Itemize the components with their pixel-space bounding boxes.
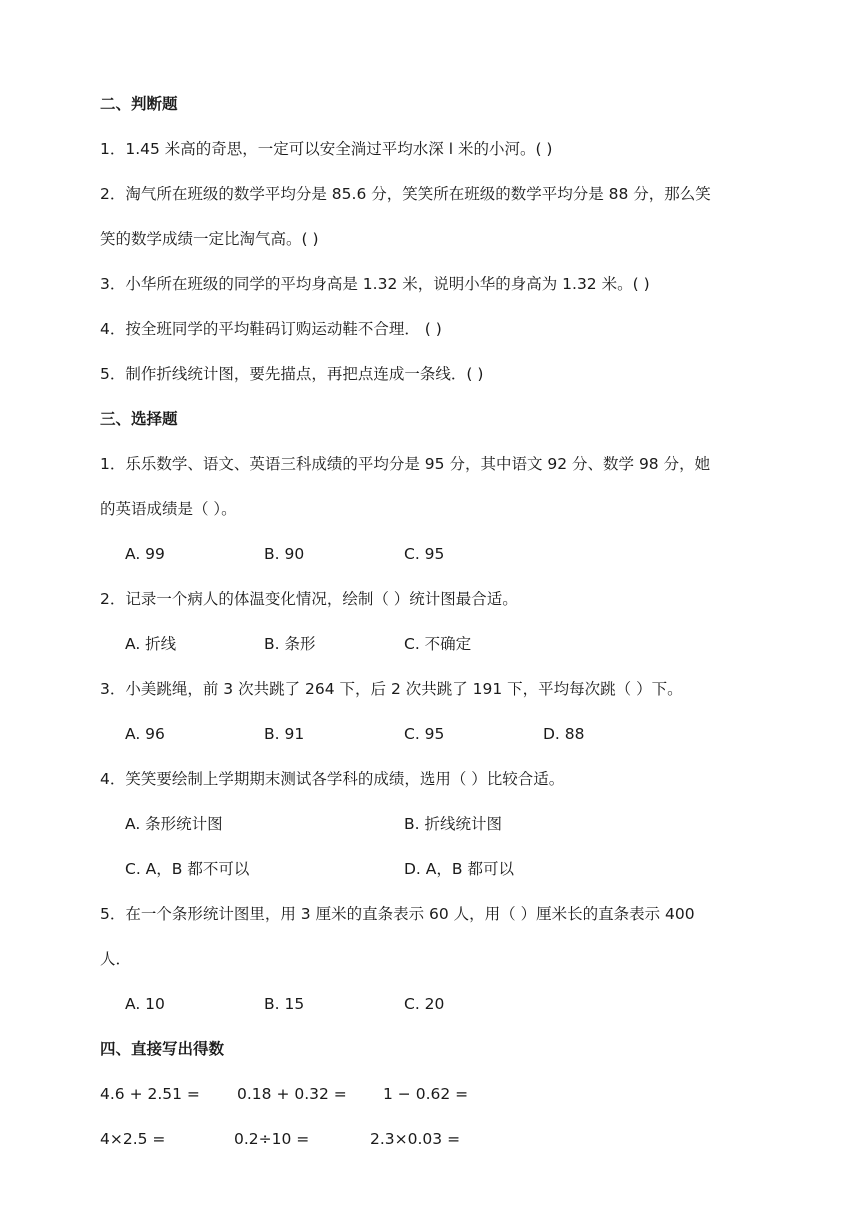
option-d: D. A，B 都可以 (404, 860, 514, 878)
judgment-question-5: 5．制作折线统计图，要先描点，再把点连成一条线．( ) (100, 365, 484, 383)
section-heading-judgment: 二、判断题 (100, 95, 178, 113)
judgment-question-4: 4．按全班同学的平均鞋码订购运动鞋不合理． ( ) (100, 320, 442, 338)
option-a: A. 条形统计图 (125, 815, 223, 833)
choice-question-1-line-2: 的英语成绩是（ ）。 (100, 500, 237, 518)
judgment-question-2-line-2: 笑的数学成绩一定比淘气高。( ) (100, 230, 319, 248)
section-heading-calculation: 四、直接写出得数 (100, 1040, 225, 1058)
option-c: C. 95 (404, 545, 445, 563)
option-b: B. 条形 (264, 635, 316, 653)
option-c: C. 95 (404, 725, 445, 743)
judgment-question-1: 1．1.45 米高的奇思，一定可以安全淌过平均水深 l 米的小河。( ) (100, 140, 553, 158)
option-b: B. 90 (264, 545, 305, 563)
option-c: C. 不确定 (404, 635, 472, 653)
calculation-item: 0.18 + 0.32 = (237, 1085, 347, 1103)
option-a: A. 折线 (125, 635, 177, 653)
choice-question-5-line-2: 人． (100, 950, 132, 968)
choice-question-4: 4．笑笑要绘制上学期期末测试各学科的成绩，选用（ ）比较合适。 (100, 770, 565, 788)
option-a: A. 10 (125, 995, 165, 1013)
choice-question-5-line-1: 5．在一个条形统计图里，用 3 厘米的直条表示 60 人，用（ ）厘米长的直条表示 400 (100, 905, 695, 923)
option-c: C. A，B 都不可以 (125, 860, 250, 878)
calculation-item: 4.6 + 2.51 = (100, 1085, 200, 1103)
judgment-question-2-line-1: 2．淘气所在班级的数学平均分是 85.6 分，笑笑所在班级的数学平均分是 88 分，那么笑 (100, 185, 711, 203)
option-a: A. 96 (125, 725, 165, 743)
choice-question-3: 3．小美跳绳，前 3 次共跳了 264 下，后 2 次共跳了 191 下，平均每次跳（ ）下。 (100, 680, 683, 698)
option-b: B. 91 (264, 725, 305, 743)
option-a: A. 99 (125, 545, 165, 563)
calculation-item: 2.3×0.03 = (370, 1130, 461, 1148)
option-c: C. 20 (404, 995, 445, 1013)
option-b: B. 15 (264, 995, 305, 1013)
calculation-item: 1 − 0.62 = (383, 1085, 469, 1103)
choice-question-2: 2．记录一个病人的体温变化情况，绘制（ ）统计图最合适。 (100, 590, 518, 608)
section-heading-choice: 三、选择题 (100, 410, 178, 428)
calculation-item: 4×2.5 = (100, 1130, 166, 1148)
judgment-question-3: 3．小华所在班级的同学的平均身高是 1.32 米，说明小华的身高为 1.32 米。( ) (100, 275, 650, 293)
choice-question-1-line-1: 1．乐乐数学、语文、英语三科成绩的平均分是 95 分，其中语文 92 分、数学 98 分，她 (100, 455, 711, 473)
option-b: B. 折线统计图 (404, 815, 502, 833)
calculation-item: 0.2÷10 = (234, 1130, 310, 1148)
option-d: D. 88 (543, 725, 585, 743)
